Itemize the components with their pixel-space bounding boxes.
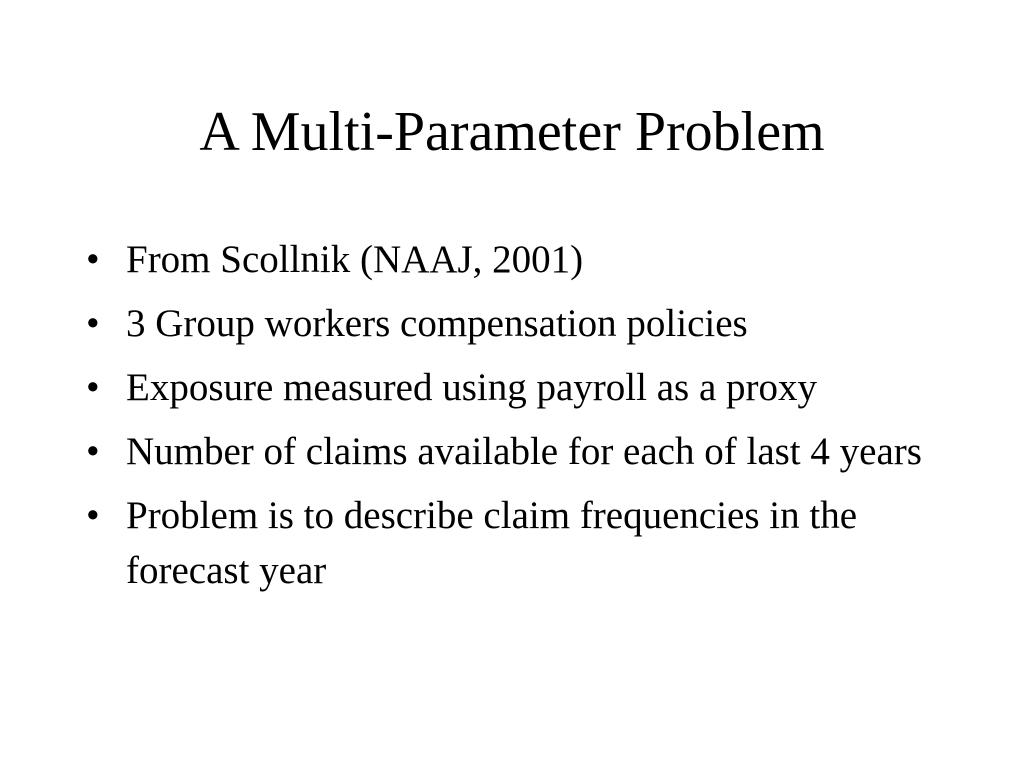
bullet-item (86, 488, 966, 598)
bullet-item (86, 424, 966, 479)
bullet-list (86, 232, 966, 607)
bullet-text: Problem is to describe claim frequencies in the forecast year (126, 494, 858, 592)
bullet-dot-icon: • (86, 494, 100, 537)
bullet-text: From Scollnik (NAAJ, 2001) (126, 238, 584, 281)
bullet-dot-icon: • (86, 366, 100, 409)
slide-title: A Multi-Parameter Problem (199, 101, 825, 163)
bullet-text: 3 Group workers compensation policies (126, 302, 748, 345)
bullet-dot-icon: • (86, 302, 100, 345)
bullet-text: Number of claims available for each of last 4 years (126, 430, 922, 473)
bullet-item (86, 296, 966, 351)
bullet-text: Exposure measured using payroll as a proxy (126, 366, 817, 409)
bullet-item (86, 232, 966, 287)
bullet-dot-icon: • (86, 430, 100, 473)
bullet-dot-icon: • (86, 238, 100, 281)
bullet-item (86, 360, 966, 415)
